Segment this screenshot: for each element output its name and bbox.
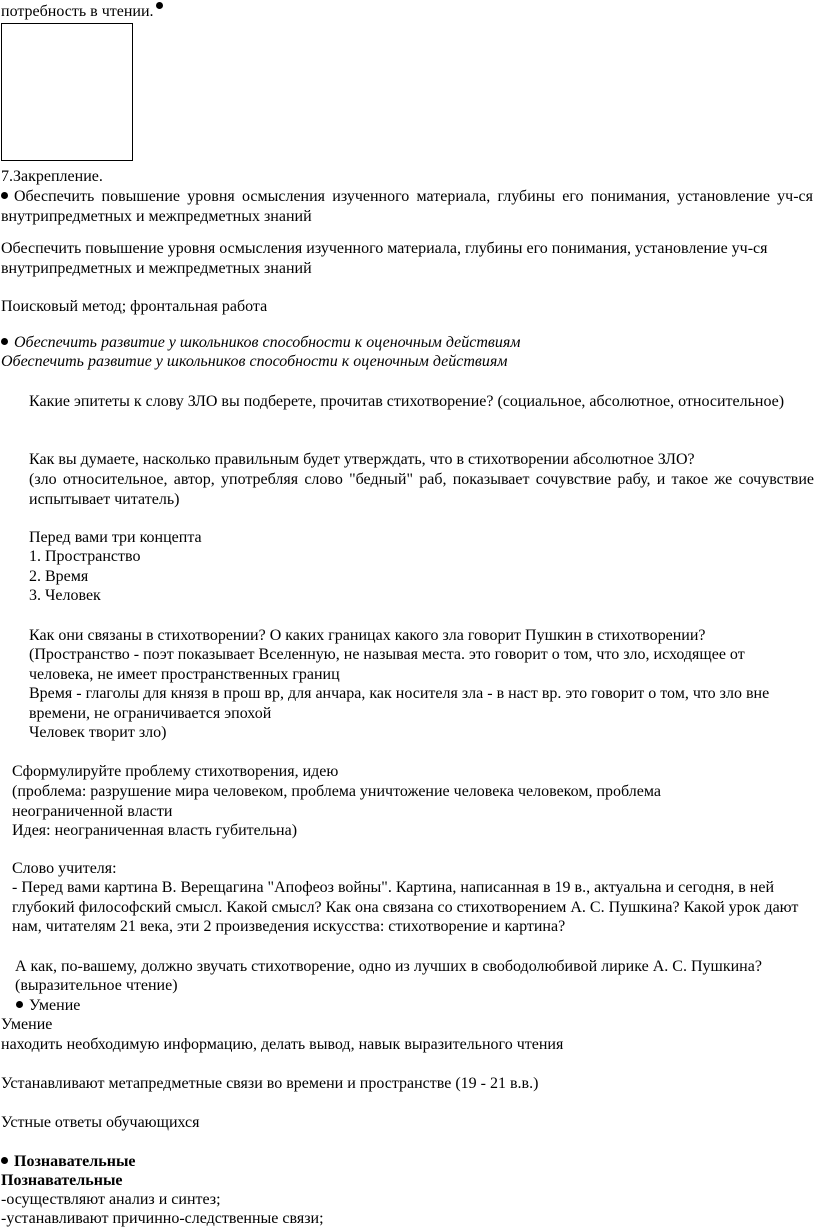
goal2-bullet-text: Обеспечить развитие у школьников способности к оценочным действиям [14,334,521,351]
goal-bullet-text: Обеспечить повышение уровня осмысления изученного материала, глубины его понимания, установление уч-ся внутрипредметных и межпредметных знаний [1,188,813,225]
cognitive-item-causality: -устанавливают причинно-следственные связи; [1,1210,324,1227]
concept-space: 1. Пространство [29,548,141,565]
answer-man: Человек творит зло) [29,724,167,741]
goal-text: Обеспечить повышение уровня осмысления изученного материала, глубины его понимания, установление уч-ся внутрипредметных и межпредметных знаний [1,240,768,277]
intro-line [1,2,163,21]
reading-question: А как, по-вашему, должно звучать стихотворение, одно из лучших в свободолюбивой лирике А. С. Пушкина? [15,958,762,975]
cognitive-bullet-text: Познавательные [14,1153,136,1170]
image-placeholder [1,23,133,161]
teacher-body: - Перед вами картина В. Верещагина "Апофеоз войны". Картина, написанная в 19 в., актуальна и сегодня, в ней глубокий философский смысл. Какой смысл? Как она связана со стихотворением А. С. Пушкина? Какой урок дают нам, читателям 21 века, эти 2 произведения искусства: стихотворение и картина? [12,879,799,935]
bullet-icon [1,192,8,199]
cognitive-bullet-item [1,1152,136,1171]
stage-title: 7.Закрепление. [1,168,103,185]
problem-body: (проблема: разрушение мира человеком, проблема уничтожение человека человеком, проблема неограниченной власти [12,783,661,820]
question-boundaries: Как они связаны в стихотворении? О каких границах какого зла говорит Пушкин в стихотворении? [29,627,706,644]
cognitive-item-analysis: -осуществляют анализ и синтез; [1,1191,221,1208]
skill-bullet-item [16,996,80,1015]
reading-answer: (выразительное чтение) [15,977,178,994]
problem-title: Сформулируйте проблему стихотворения, идею [12,763,339,780]
concept-man: 3. Человек [29,587,101,604]
skill-bullet-text: Умение [29,997,81,1014]
bullet-icon [1,1157,8,1164]
problem-idea: Идея: неограниченная власть губительна) [12,822,298,839]
bullet-icon [16,1001,23,1008]
question-absolute-evil: Как вы думаете, насколько правильным будет утверждать, что в стихотворении абсолютное ЗЛО? [29,451,695,468]
bullet-icon [1,338,8,345]
bullet-icon [156,2,163,9]
answer-time: Время - глаголы для князя в прош вр, для анчара, как носителя зла - в наст вр. это говорит о том, что зло вне времени, не ограничивается эпохой [29,685,770,722]
skill-title: Умение [1,1016,53,1033]
links-text: Устанавливают метапредметные связи во времени и пространстве (19 - 21 в.в.) [1,1075,539,1092]
answers-text: Устные ответы обучающихся [1,1114,200,1131]
goal2-bullet-item [1,333,520,352]
teacher-title: Слово учителя: [12,860,117,877]
answer-space: (Пространство - поэт показывает Вселенную, не называя места. это говорит о том, что зло, исходящее от человека, не имеет пространственных границ [29,646,745,683]
skill-text: находить необходимую информацию, делать вывод, навык выразительного чтения [1,1036,564,1053]
intro-text: потребность в чтении. [1,3,154,20]
question-epithets: Какие эпитеты к слову ЗЛО вы подберете, прочитав стихотворение? (социальное, абсолютное, относительное) [29,393,785,410]
concepts-title: Перед вами три концепта [29,529,202,546]
cognitive-title: Познавательные [1,1172,123,1189]
concept-time: 2. Время [29,568,89,585]
answer-relative-evil: (зло относительное, автор, употребляя слово "бедный" раб, показывает сочувствие рабу, и такое же сочувствие испытывает читатель) [29,471,814,508]
goal2-text: Обеспечить развитие у школьников способности к оценочным действиям [1,353,508,370]
method-text: Поисковый метод; фронтальная работа [1,298,268,315]
goal-bullet-item [1,187,813,226]
